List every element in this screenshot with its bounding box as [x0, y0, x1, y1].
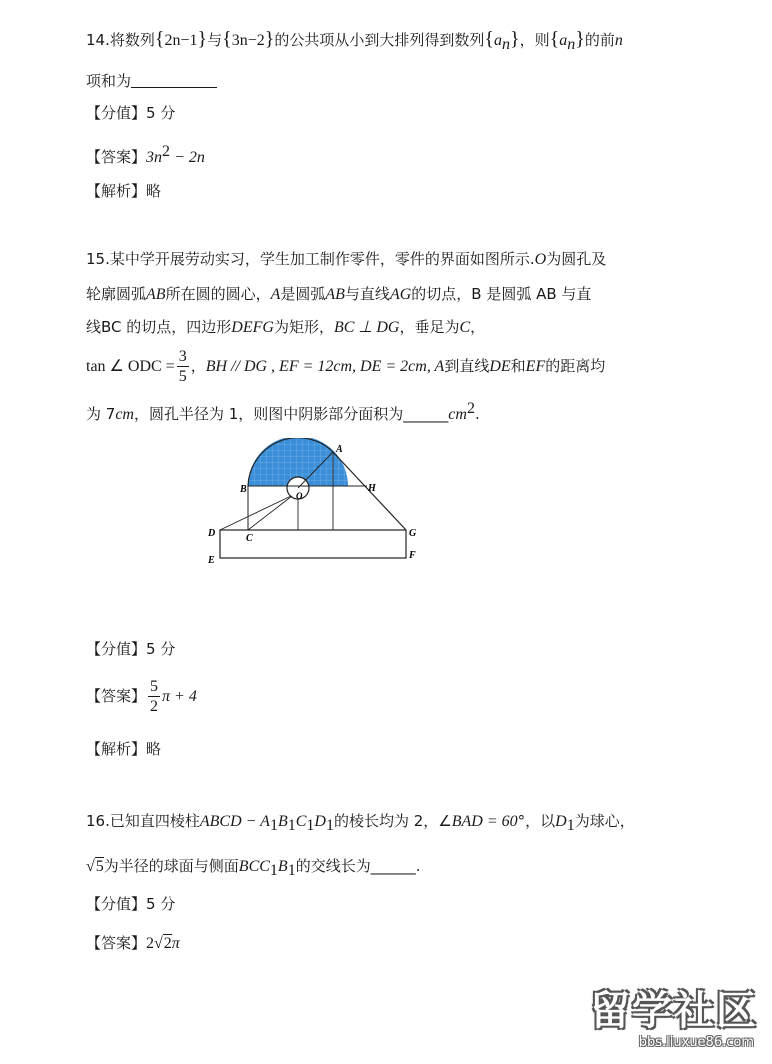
watermark: [590, 988, 758, 1052]
q15-line4: tan ∠ ODC = $\frac{3}{5}$ ，BH // DG , EF = 12cm, DE = 2cm, A到直线DE和EF的距离均: [86, 348, 606, 385]
q15-analysis: 【解析】略: [86, 740, 162, 758]
label-a: A: [336, 444, 343, 455]
geometry-figure: [200, 438, 440, 574]
q14-answer: 【答案】$3n^2 - 2n$: [86, 143, 205, 166]
q16-line1: 16.已知直四棱柱ABCD − $A_1B_1C_1D_1$的棱长均为 2，∠BAD = 60°，以$D_1$为球心，: [86, 812, 635, 834]
watermark-brand: 留学社区: [590, 988, 758, 1034]
q14-line1: 14.将数列{2n−1}与{3n−2}的公共项从小到大排列得到数列$\{a_n\}$，则$\{a_n\}$的前n: [86, 28, 623, 53]
label-h: H: [368, 483, 376, 494]
label-o: O: [296, 491, 303, 501]
label-f: F: [409, 550, 416, 561]
q15-line3: 线BC 的切点，四边形DEFG为矩形，BC ⊥ DG，垂足为C，: [86, 318, 486, 336]
q14-score: 【分值】5 分: [86, 104, 176, 122]
fraction: $\frac{5}{2}$: [150, 678, 159, 715]
label-c: C: [246, 533, 253, 544]
fraction: $\frac{3}{5}$: [178, 348, 187, 385]
q14-analysis: 【解析】略: [86, 182, 162, 200]
answer-blank: [131, 71, 217, 88]
q16-score: 【分值】5 分: [86, 895, 176, 913]
q15-line5: 为 7cm，圆孔半径为 1，则图中阴影部分面积为$\_\_\_\_\_\_cm^2$.: [86, 400, 480, 423]
label-d: D: [208, 528, 216, 539]
watermark-url: bbs.liuxue86.com: [638, 1035, 754, 1050]
q15-score: 【分值】5 分: [86, 640, 176, 658]
label-g: G: [409, 528, 417, 539]
label-e: E: [208, 555, 215, 566]
line-od: [220, 496, 291, 530]
q15-line2: 轮廓圆弧AB所在圆的圆心，A是圆弧AB与直线AG的切点，B 是圆弧 AB 与直: [86, 285, 592, 303]
q16-answer: 【答案】2√2π: [86, 934, 180, 952]
q15-answer: 【答案】 $\frac{5}{2}$ π + 4: [86, 678, 197, 715]
q14-line2: 项和为: [86, 70, 217, 92]
label-b: B: [240, 484, 247, 495]
q15-line1: 15.某中学开展劳动实习，学生加工制作零件，零件的界面如图所示.O为圆孔及: [86, 250, 607, 268]
q16-line2: √5为半径的球面与侧面$BCC_1B_1$的交线长为______.: [86, 857, 421, 879]
